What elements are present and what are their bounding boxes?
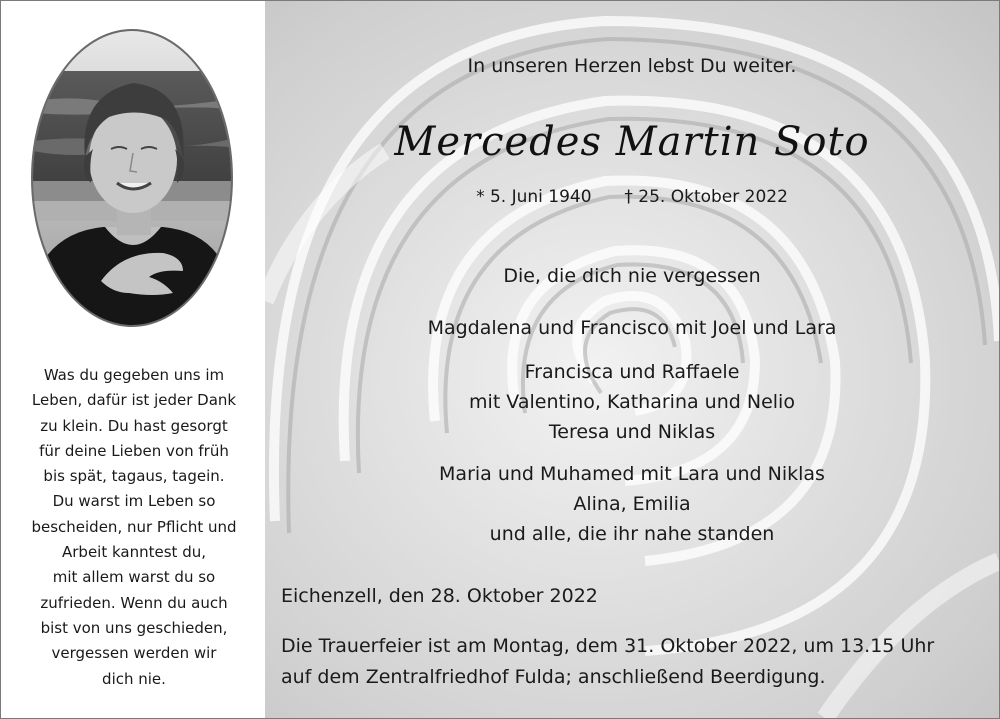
life-dates bbox=[265, 187, 999, 207]
poem-line: für deine Lieben von früh bbox=[39, 441, 229, 460]
poem-line: dich nie. bbox=[102, 669, 166, 688]
poem-line: Leben, dafür ist jeder Dank bbox=[31, 391, 237, 410]
family-group bbox=[265, 357, 999, 447]
family-line: Teresa und Niklas bbox=[548, 421, 716, 443]
funeral-line: Die Trauerfeier ist am Montag, dem 31. Oktober 2022, um 13.15 Uhr bbox=[281, 635, 935, 657]
family-line: Maria und Muhamed mit Lara und Niklas bbox=[439, 463, 825, 485]
mourners-intro: Die, die dich nie vergessen bbox=[503, 265, 761, 287]
funeral-info bbox=[281, 631, 934, 693]
family-line: mit Valentino, Katharina und Nelio bbox=[469, 391, 795, 413]
birth-date: * 5. Juni 1940 bbox=[476, 187, 592, 207]
poem bbox=[9, 363, 259, 692]
family-line: Francisca und Raffaele bbox=[524, 361, 740, 383]
poem-line: vergessen werden wir bbox=[51, 644, 217, 663]
left-column bbox=[1, 1, 265, 718]
poem-line: Du warst im Leben so bbox=[52, 492, 216, 511]
poem-line: zufrieden. Wenn du auch bbox=[40, 593, 228, 612]
place-and-date: Eichenzell, den 28. Oktober 2022 bbox=[281, 585, 598, 607]
poem-line: zu klein. Du hast gesorgt bbox=[40, 416, 228, 435]
family-line: und alle, die ihr nahe standen bbox=[489, 523, 775, 545]
deceased-name: Mercedes Martin Soto bbox=[394, 119, 870, 165]
right-panel bbox=[265, 1, 999, 718]
poem-line: bist von uns geschieden, bbox=[40, 618, 228, 637]
family-line: Magdalena und Francisco mit Joel und Lara bbox=[427, 317, 837, 339]
motto: In unseren Herzen lebst Du weiter. bbox=[467, 55, 797, 77]
family-group bbox=[265, 313, 999, 343]
family-line: Alina, Emilia bbox=[573, 493, 691, 515]
portrait-image bbox=[33, 31, 231, 325]
funeral-line: auf dem Zentralfriedhof Fulda; anschließend Beerdigung. bbox=[281, 666, 826, 688]
poem-line: Arbeit kanntest du, bbox=[62, 543, 206, 562]
poem-line: mit allem warst du so bbox=[52, 568, 216, 587]
poem-line: bescheiden, nur Pflicht und bbox=[31, 517, 237, 536]
death-date: † 25. Oktober 2022 bbox=[624, 187, 788, 207]
poem-line: Was du gegeben uns im bbox=[43, 366, 225, 384]
family-group bbox=[265, 459, 999, 549]
poem-line: bis spät, tagaus, tagein. bbox=[43, 467, 225, 486]
portrait-photo bbox=[31, 29, 233, 327]
